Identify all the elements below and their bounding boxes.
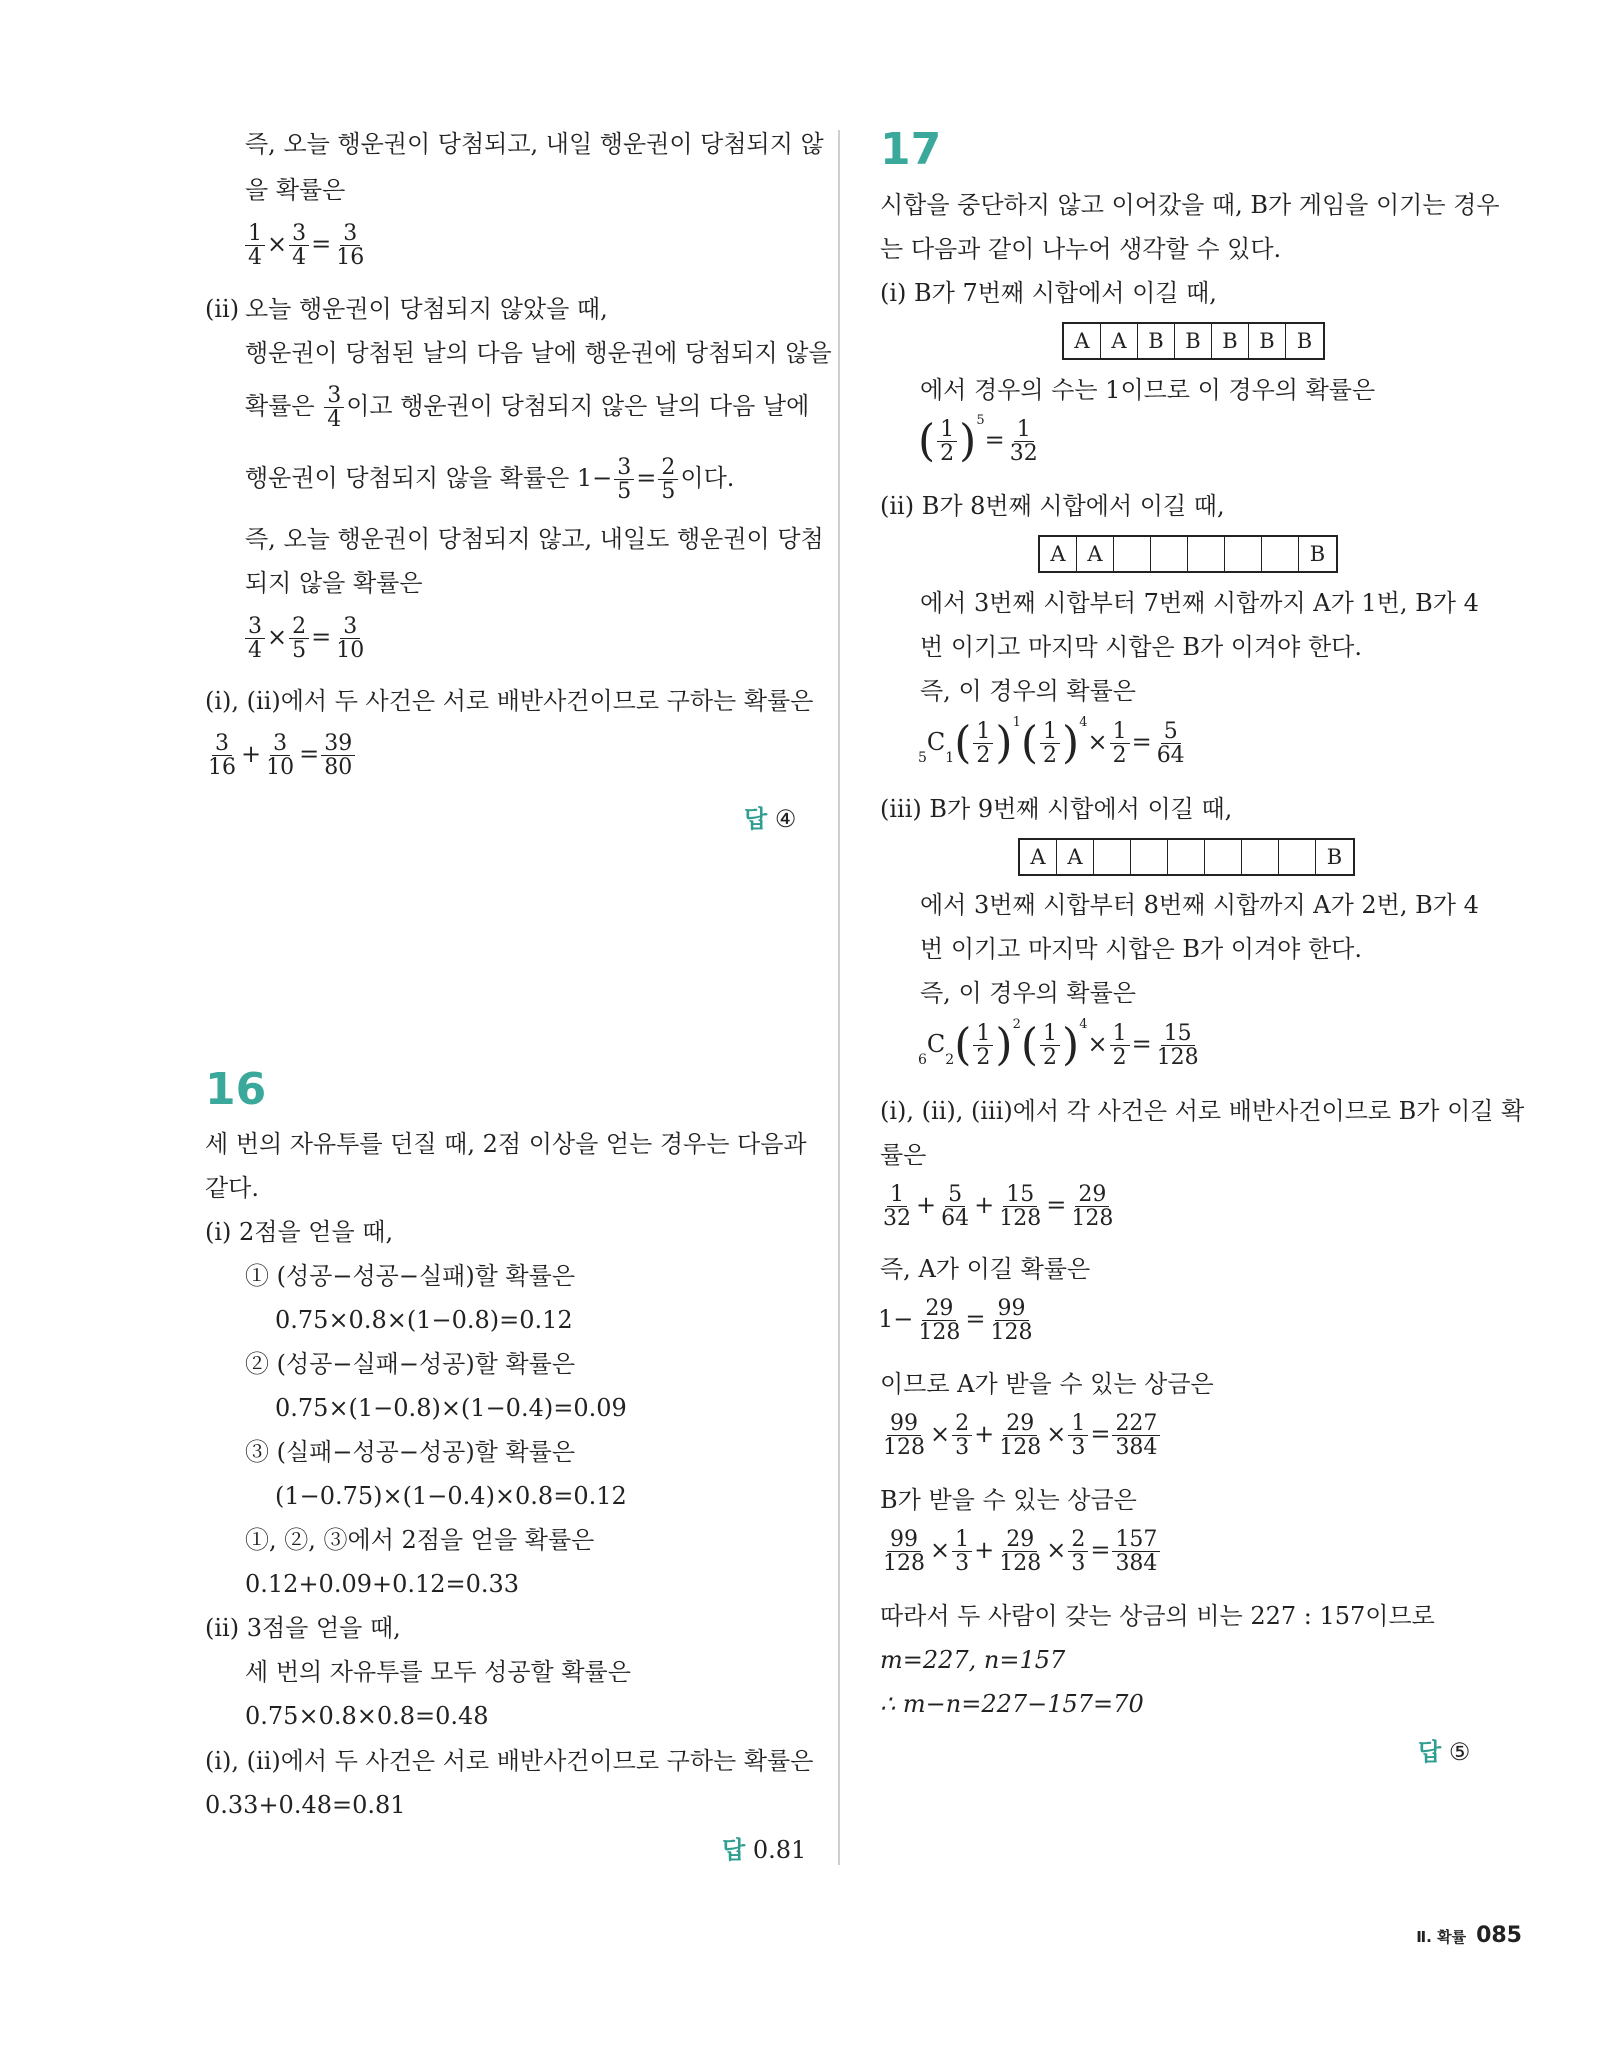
equation: ∴ m−n=227−157=70: [880, 1690, 1144, 1718]
equation: (1−0.75)×(1−0.4)×0.8=0.12: [275, 1482, 627, 1510]
sequence-cell: A: [1040, 537, 1077, 571]
text-line: 번 이기고 마지막 시합은 B가 이겨야 한다.: [920, 633, 1362, 661]
text-line: 행운권이 당첨되지 않을 확률은 1− $\frac{3}{5}$ = $\frac{2}{5}$ 이다.: [245, 455, 735, 505]
text-line: 에서 3번째 시합부터 8번째 시합까지 A가 2번, B가 4: [920, 891, 1479, 919]
text-line: B가 받을 수 있는 상금은: [880, 1486, 1137, 1514]
answer: 답 ⑤: [1418, 1738, 1471, 1766]
problem-number: 16: [205, 1064, 267, 1115]
sequence-cell: [1242, 840, 1279, 874]
text-line: 세 번의 자유투를 모두 성공할 확률은: [245, 1658, 631, 1686]
answer: 답 0.81: [722, 1836, 807, 1864]
equation: 0.75×0.8×(1−0.8)=0.12: [275, 1306, 573, 1334]
equation: 0.12+0.09+0.12=0.33: [245, 1570, 520, 1598]
text-line: ③ (실패−성공−성공)할 확률은: [245, 1438, 576, 1466]
equation: 0.75×0.8×0.8=0.48: [245, 1702, 489, 1730]
equation: 1− $\frac{29}{128}$ = $\frac{99}{128}$: [878, 1296, 1033, 1346]
sequence-cell: B: [1175, 324, 1212, 358]
sequence-cell: [1114, 537, 1151, 571]
text-line: 률은: [880, 1141, 927, 1169]
text-line: ② (성공−실패−성공)할 확률은: [245, 1350, 576, 1378]
equation: $\frac{1}{32}$ + $\frac{5}{64}$ + $\frac{15}{128}$ = $\frac{29}{128}$: [883, 1182, 1114, 1232]
sequence-cell: [1151, 537, 1188, 571]
sequence-cell: A: [1020, 840, 1057, 874]
text-line: (i) B가 7번째 시합에서 이길 때,: [880, 279, 1217, 307]
text-line: (i) 2점을 얻을 때,: [205, 1218, 394, 1246]
sequence-cell: [1279, 840, 1316, 874]
text-line: (ii) 3점을 얻을 때,: [205, 1614, 401, 1642]
sequence-cell: [1131, 840, 1168, 874]
equation: $\frac{3}{4}$ × $\frac{2}{5}$ = $\frac{3}{10}$: [243, 615, 369, 662]
text-line: 는 다음과 같이 나누어 생각할 수 있다.: [880, 235, 1282, 263]
case-label: (ii): [205, 295, 240, 323]
sequence-cell: B: [1212, 324, 1249, 358]
text-line: 같다.: [205, 1174, 259, 1202]
sequence-cell: [1094, 840, 1131, 874]
equation: $\frac{99}{128}$ × $\frac{2}{3}$ + $\frac{29}{128}$ × $\frac{1}{3}$ = $\frac{227}{384}$: [878, 1412, 1162, 1459]
text-line: (iii) B가 9번째 시합에서 이길 때,: [880, 795, 1233, 823]
text-line: (ii) B가 8번째 시합에서 이길 때,: [880, 492, 1225, 520]
text-line: 을 확률은: [245, 176, 346, 204]
text-line: 에서 경우의 수는 1이므로 이 경우의 확률은: [920, 376, 1376, 404]
text-line: 오늘 행운권이 당첨되지 않았을 때,: [245, 295, 608, 323]
equation: 0.33+0.48=0.81: [205, 1791, 406, 1819]
sequence-cell: B: [1138, 324, 1175, 358]
answer: 답 ④: [744, 805, 797, 833]
text-line: 에서 3번째 시합부터 7번째 시합까지 A가 1번, B가 4: [920, 589, 1479, 617]
page-number: 085: [1476, 1923, 1522, 1948]
text-line: 행운권이 당첨된 날의 다음 날에 행운권에 당첨되지 않을: [245, 339, 832, 367]
sequence-cell: B: [1249, 324, 1286, 358]
sequence-cell: A: [1064, 324, 1101, 358]
match-sequence-box: [1062, 322, 1325, 360]
text-line: 즉, 오늘 행운권이 당첨되고, 내일 행운권이 당첨되지 않: [245, 130, 824, 158]
text-line: 이므로 A가 받을 수 있는 상금은: [880, 1370, 1214, 1398]
page-footer: [1416, 1923, 1522, 1948]
text-line: 즉, 이 경우의 확률은: [920, 979, 1136, 1007]
sequence-cell: B: [1326, 845, 1343, 869]
text-line: 시합을 중단하지 않고 이어갔을 때, B가 게임을 이기는 경우: [880, 191, 1500, 219]
sequence-cell: [1205, 840, 1242, 874]
equation: $\frac{99}{128}$ × $\frac{1}{3}$ + $\frac{29}{128}$ × $\frac{2}{3}$ = $\frac{157}{384}$: [878, 1528, 1162, 1575]
text-line: 확률은 $\frac{3}{4}$ 이고 행운권이 당첨되지 않은 날의 다음 날에: [245, 383, 810, 433]
sequence-cell: A: [1077, 537, 1114, 571]
text-line: (i), (ii)에서 두 사건은 서로 배반사건이므로 구하는 확률은: [205, 687, 814, 715]
sequence-cell: A: [1101, 324, 1138, 358]
match-sequence-box: [1038, 535, 1338, 573]
text-line: (i), (ii), (iii)에서 각 사건은 서로 배반사건이므로 B가 이길 확: [880, 1097, 1525, 1125]
problem-number: 17: [880, 124, 942, 175]
sequence-cell: [1188, 537, 1225, 571]
text-line: 즉, 이 경우의 확률은: [920, 677, 1136, 705]
sequence-cell: [1168, 840, 1205, 874]
section-label: Ⅱ. 확률: [1416, 1928, 1467, 1946]
sequence-cell: B: [1309, 542, 1326, 566]
text-line: 되지 않을 확률은: [245, 569, 423, 597]
column-divider: [838, 130, 840, 1865]
equation: $_5C_1$( $\frac{1}{2}$ )$^1$( $\frac{1}{2}$ )$^4$× $\frac{1}{2}$ = $\frac{5}{64}$: [918, 715, 1185, 769]
text-line: (i), (ii)에서 두 사건은 서로 배반사건이므로 구하는 확률은: [205, 1747, 814, 1775]
equation: m=227, n=157: [880, 1646, 1066, 1674]
text-line: ①, ②, ③에서 2점을 얻을 확률은: [245, 1526, 595, 1554]
text-line: 즉, A가 이길 확률은: [880, 1255, 1091, 1283]
equation: ( $\frac{1}{2}$ )$^5$= $\frac{1}{32}$: [918, 413, 1038, 467]
text-line: 세 번의 자유투를 던질 때, 2점 이상을 얻는 경우는 다음과: [205, 1130, 807, 1158]
sequence-cell: [1262, 537, 1299, 571]
equation: $\frac{3}{16}$ + $\frac{3}{10}$ = $\frac{39}{80}$: [203, 732, 357, 779]
sequence-cell: [1225, 537, 1262, 571]
sequence-cell: A: [1057, 840, 1094, 874]
equation: $\frac{1}{4}$ × $\frac{3}{4}$ = $\frac{3}{16}$: [243, 222, 369, 269]
equation: $_6C_2$( $\frac{1}{2}$ )$^2$( $\frac{1}{2}$ )$^4$× $\frac{1}{2}$ = $\frac{15}{128}$: [918, 1017, 1199, 1071]
equation: 0.75×(1−0.8)×(1−0.4)=0.09: [275, 1394, 627, 1422]
match-sequence-box: [1018, 838, 1355, 876]
text-line: ① (성공−성공−실패)할 확률은: [245, 1262, 576, 1290]
text-line: 따라서 두 사람이 갖는 상금의 비는 227 : 157이므로: [880, 1602, 1435, 1630]
sequence-cell: B: [1296, 329, 1313, 353]
text-line: 번 이기고 마지막 시합은 B가 이겨야 한다.: [920, 935, 1362, 963]
text-line: 즉, 오늘 행운권이 당첨되지 않고, 내일도 행운권이 당첨: [245, 525, 824, 553]
